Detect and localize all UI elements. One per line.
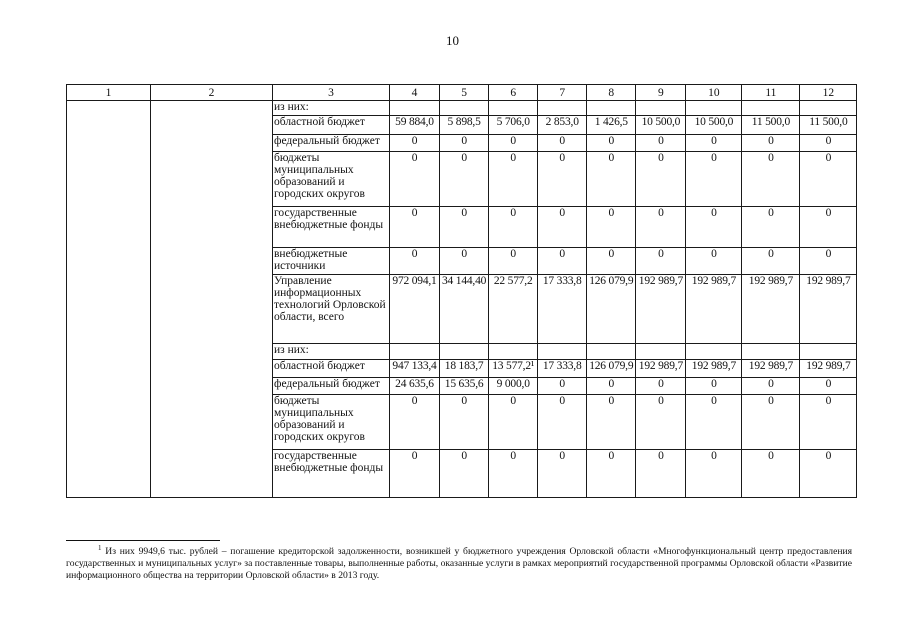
value-cell	[440, 344, 489, 360]
value-cell: 24 635,6	[390, 378, 440, 395]
header-cell: 3	[273, 85, 390, 101]
value-cell: 22 577,2	[489, 275, 538, 344]
value-cell: 0	[636, 135, 686, 152]
value-cell	[636, 101, 686, 116]
value-cell: 0	[636, 378, 686, 395]
value-cell: 0	[636, 395, 686, 450]
value-cell: 0	[538, 450, 587, 498]
value-cell: 17 333,8	[538, 360, 587, 378]
value-cell: 0	[686, 248, 742, 275]
value-cell: 0	[742, 395, 800, 450]
value-cell: 0	[636, 207, 686, 248]
value-cell: 0	[686, 395, 742, 450]
value-cell: 0	[440, 135, 489, 152]
value-cell: 0	[440, 152, 489, 207]
value-cell: 0	[686, 450, 742, 498]
value-cell: 0	[587, 395, 636, 450]
value-cell: 0	[489, 248, 538, 275]
header-cell: 5	[440, 85, 489, 101]
row-label: из них:	[273, 101, 390, 116]
value-cell: 0	[489, 395, 538, 450]
value-cell	[686, 344, 742, 360]
row-label: государственные внебюджетные фонды	[273, 207, 390, 248]
value-cell	[440, 101, 489, 116]
value-cell	[800, 344, 857, 360]
header-cell: 9	[636, 85, 686, 101]
row-label: областной бюджет	[273, 116, 390, 135]
value-cell: 126 079,9	[587, 275, 636, 344]
value-cell: 1 426,5	[587, 116, 636, 135]
footnote	[66, 543, 853, 582]
value-cell: 0	[742, 207, 800, 248]
value-cell: 0	[440, 395, 489, 450]
row-label: областной бюджет	[273, 360, 390, 378]
value-cell: 0	[742, 152, 800, 207]
row-label: федеральный бюджет	[273, 378, 390, 395]
value-cell	[489, 344, 538, 360]
value-cell	[636, 344, 686, 360]
row-label: государственные внебюджетные фонды	[273, 450, 390, 498]
value-cell: 0	[742, 378, 800, 395]
row-label: бюджеты муниципальных образований и городских округов	[273, 395, 390, 450]
table-header-row	[67, 85, 857, 101]
value-cell: 0	[800, 207, 857, 248]
row-label: Управление информационных технологий Орловской области, всего	[273, 275, 390, 344]
value-cell: 0	[538, 135, 587, 152]
value-cell: 947 133,4	[390, 360, 440, 378]
value-cell: 0	[587, 378, 636, 395]
header-cell: 8	[587, 85, 636, 101]
value-cell: 0	[800, 395, 857, 450]
column-2-cell	[151, 101, 273, 498]
value-cell: 0	[636, 152, 686, 207]
value-cell: 0	[538, 395, 587, 450]
value-cell: 0	[742, 248, 800, 275]
value-cell	[587, 101, 636, 116]
value-cell: 192 989,7	[800, 275, 857, 344]
value-cell	[538, 344, 587, 360]
value-cell	[587, 344, 636, 360]
value-cell: 17 333,8	[538, 275, 587, 344]
value-cell	[742, 344, 800, 360]
value-cell: 0	[686, 152, 742, 207]
value-cell: 0	[440, 207, 489, 248]
value-cell	[538, 101, 587, 116]
value-cell: 0	[390, 450, 440, 498]
value-cell	[390, 344, 440, 360]
value-cell: 0	[538, 152, 587, 207]
value-cell: 59 884,0	[390, 116, 440, 135]
value-cell	[686, 101, 742, 116]
value-cell	[489, 101, 538, 116]
value-cell: 0	[800, 152, 857, 207]
value-cell: 192 989,7	[636, 360, 686, 378]
value-cell: 0	[390, 248, 440, 275]
value-cell: 10 500,0	[686, 116, 742, 135]
value-cell: 5 706,0	[489, 116, 538, 135]
footnote-text: Из них 9949,6 тыс. рублей – погашение кредиторской задолженности, возникшей у бюджетного учреждения Орловской области «Многофункциональный центр предоставления государственных и муниципальных услуг» за поставленные товары, выполненные работы, оказанные услуги в рамках мероприятий государственной программы Орловской области «Развитие информационного общества на территории Орловской области» в 2013 году.	[66, 546, 853, 581]
budget-table	[66, 84, 857, 498]
value-cell: 0	[742, 135, 800, 152]
value-cell: 34 144,40	[440, 275, 489, 344]
value-cell: 0	[800, 135, 857, 152]
value-cell: 0	[742, 450, 800, 498]
value-cell	[390, 101, 440, 116]
value-cell: 0	[489, 152, 538, 207]
value-cell	[800, 101, 857, 116]
header-cell: 11	[742, 85, 800, 101]
value-cell: 10 500,0	[636, 116, 686, 135]
value-cell: 18 183,7	[440, 360, 489, 378]
value-cell: 0	[538, 378, 587, 395]
value-cell: 0	[636, 450, 686, 498]
header-cell: 12	[800, 85, 857, 101]
value-cell: 0	[686, 378, 742, 395]
value-cell: 0	[390, 135, 440, 152]
row-label: из них:	[273, 344, 390, 360]
header-cell: 7	[538, 85, 587, 101]
value-cell: 126 079,9	[587, 360, 636, 378]
value-cell: 0	[587, 152, 636, 207]
value-cell: 5 898,5	[440, 116, 489, 135]
value-cell: 192 989,7	[636, 275, 686, 344]
value-cell: 192 989,7	[800, 360, 857, 378]
value-cell: 0	[800, 450, 857, 498]
value-cell: 0	[390, 152, 440, 207]
value-cell: 192 989,7	[686, 360, 742, 378]
value-cell: 2 853,0	[538, 116, 587, 135]
header-cell: 2	[151, 85, 273, 101]
value-cell: 0	[587, 207, 636, 248]
value-cell: 0	[390, 395, 440, 450]
column-1-cell	[67, 101, 151, 498]
value-cell: 0	[686, 135, 742, 152]
header-cell: 6	[489, 85, 538, 101]
footnote-mark: 1	[98, 543, 102, 552]
value-cell: 972 094,1	[390, 275, 440, 344]
value-cell: 192 989,7	[686, 275, 742, 344]
value-cell: 0	[686, 207, 742, 248]
table-row	[67, 101, 857, 116]
value-cell: 0	[587, 135, 636, 152]
value-cell: 0	[489, 207, 538, 248]
value-cell: 9 000,0	[489, 378, 538, 395]
row-label: бюджеты муниципальных образований и городских округов	[273, 152, 390, 207]
row-label: внебюджетные источники	[273, 248, 390, 275]
value-cell: 0	[800, 378, 857, 395]
value-cell: 0	[587, 248, 636, 275]
footnote-separator	[66, 540, 220, 541]
value-cell: 192 989,7	[742, 360, 800, 378]
value-cell: 0	[538, 248, 587, 275]
value-cell: 13 577,2¹	[489, 360, 538, 378]
value-cell: 0	[538, 207, 587, 248]
value-cell	[742, 101, 800, 116]
header-cell: 4	[390, 85, 440, 101]
value-cell: 0	[440, 450, 489, 498]
value-cell: 0	[489, 450, 538, 498]
value-cell: 0	[800, 248, 857, 275]
header-cell: 1	[67, 85, 151, 101]
value-cell: 11 500,0	[800, 116, 857, 135]
value-cell: 0	[489, 135, 538, 152]
row-label: федеральный бюджет	[273, 135, 390, 152]
value-cell: 0	[440, 248, 489, 275]
value-cell: 11 500,0	[742, 116, 800, 135]
value-cell: 0	[636, 248, 686, 275]
value-cell: 0	[390, 207, 440, 248]
value-cell: 15 635,6	[440, 378, 489, 395]
header-cell: 10	[686, 85, 742, 101]
page-number: 10	[446, 33, 459, 48]
value-cell: 0	[587, 450, 636, 498]
value-cell: 192 989,7	[742, 275, 800, 344]
